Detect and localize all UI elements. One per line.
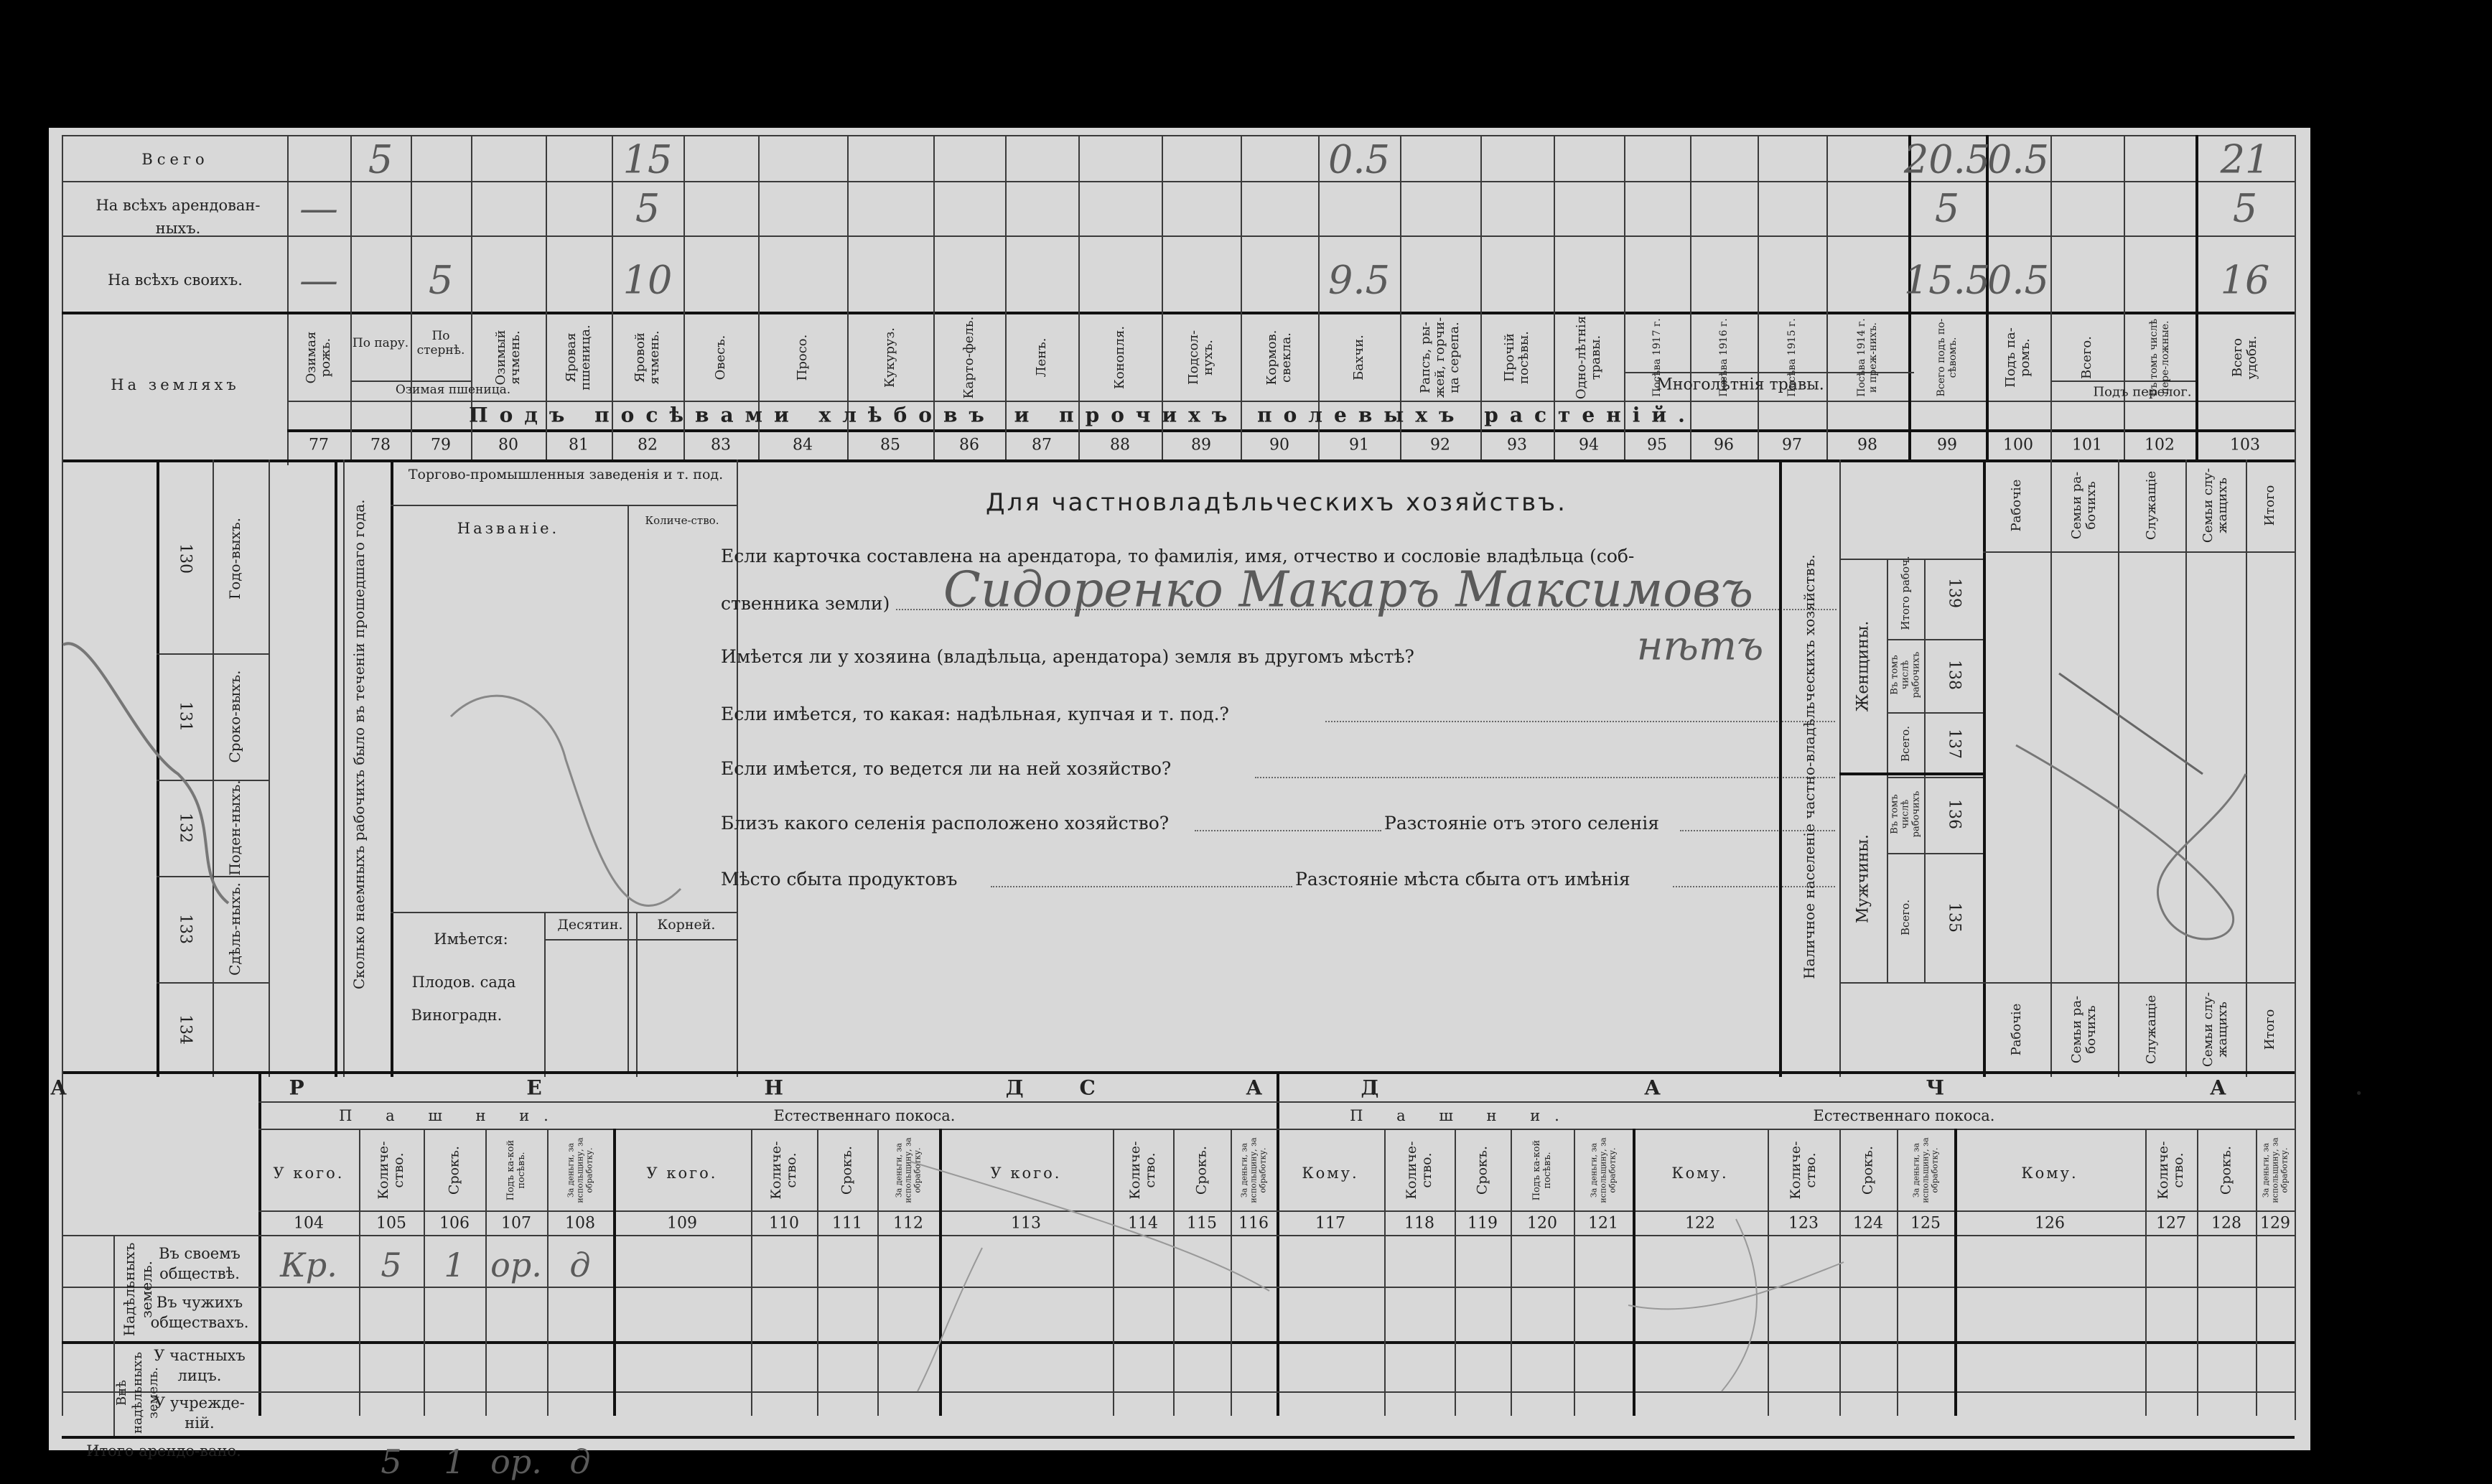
top-num-80: 80 xyxy=(498,436,518,454)
top-num-91: 91 xyxy=(1349,436,1369,454)
bnum-115: 115 xyxy=(1187,1214,1217,1233)
top-head-99: Всего подъ по-сѣвомъ. xyxy=(1936,318,1959,397)
banner-posevy: Подъ посѣвами хлѣбовъ и прочихъ полевыхъ растеній. xyxy=(469,403,1697,427)
right-head-bot-4: Итого xyxy=(2262,1009,2277,1050)
bhead-110: Количе-ство. xyxy=(768,1141,799,1200)
bnum-111: 111 xyxy=(832,1214,862,1233)
right-head-top-4: Итого xyxy=(2262,485,2277,526)
hw-b-tot_108: д xyxy=(569,1442,591,1481)
q6b: Разстояніе мѣста сбыта отъ имѣнія xyxy=(1295,869,1630,890)
bhead-114: Количе-ство. xyxy=(1127,1141,1158,1200)
top-num-90: 90 xyxy=(1269,436,1289,454)
orchard-sad: Плодов. сада xyxy=(411,974,516,991)
q4: Если имѣется, то ведется ли на ней хозяйство? xyxy=(721,758,1172,779)
row-label-svoi: На всѣхъ своихъ. xyxy=(108,271,243,289)
sdacha-title: С Д А Ч А. xyxy=(1079,1075,2492,1100)
top-head-96: Посѣва 1916 г. xyxy=(1718,318,1730,397)
head-godovykh: Годо-выхъ. xyxy=(226,518,243,599)
top-head-95: Посѣва 1917 г. xyxy=(1651,318,1663,397)
top-num-95: 95 xyxy=(1647,436,1667,454)
trade-name-head: Названіе. xyxy=(457,520,560,537)
bnum-127: 127 xyxy=(2156,1214,2186,1233)
bhead-129: За деньги, за испольщину, за обработку. xyxy=(2261,1137,2290,1203)
bnum-114: 114 xyxy=(1128,1214,1158,1233)
num-139: 139 xyxy=(1945,578,1964,608)
q1a: Если карточка составлена на арендатора, то фамилія, имя, отчество и сословіе владѣльца (соб- xyxy=(721,546,1635,566)
arenda-pashni: П а ш н и. xyxy=(339,1107,563,1124)
hw-b-own_108: д xyxy=(569,1246,591,1284)
census-card xyxy=(49,128,2492,1481)
row-institutions: У учрежде-ній. xyxy=(154,1394,245,1432)
bhead-113: У кого. xyxy=(990,1165,1062,1182)
top-head-94: Одно-лѣтнія травы. xyxy=(1574,315,1603,400)
q6: Мѣсто сбыта продуктовъ xyxy=(721,869,958,890)
top-head-83: Овесъ. xyxy=(713,335,728,381)
bnum-110: 110 xyxy=(769,1214,799,1233)
sdacha-pokos: Естественнаго покоса. xyxy=(1813,1107,1995,1124)
hw-vsego_82: 15 xyxy=(622,136,673,182)
bnum-113: 113 xyxy=(1011,1214,1041,1233)
row-own-society: Въ своемъ обществѣ. xyxy=(159,1245,241,1282)
hw-b-own_105: 5 xyxy=(381,1246,402,1284)
bhead-105: Количе-ство. xyxy=(375,1141,406,1200)
bnum-123: 123 xyxy=(1788,1214,1819,1233)
bnum-125: 125 xyxy=(1910,1214,1941,1233)
row-label-arend: На всѣхъ арендован-ныхъ. xyxy=(95,197,261,237)
bnum-105: 105 xyxy=(376,1214,406,1233)
itogo-rab-139: Итого рабоч. xyxy=(1899,556,1912,630)
women-label: Женщины. xyxy=(1854,620,1872,712)
hw-svoi_99: 15.5 xyxy=(1903,257,1991,303)
top-head-89: Подсол-нухъ. xyxy=(1186,330,1215,386)
bhead-116: За деньги, за испольщину, за обработку. xyxy=(1239,1137,1268,1203)
trade-qty-head: Количе-ство. xyxy=(645,514,719,527)
top-num-101: 101 xyxy=(2072,436,2102,454)
bhead-118: Количе-ство. xyxy=(1404,1141,1434,1200)
top-head-103: Всего удобн. xyxy=(2230,335,2259,380)
top-num-97: 97 xyxy=(1782,436,1802,454)
orchard-vin: Виноградн. xyxy=(411,1007,503,1024)
top-head-100: Подъ па-ромъ. xyxy=(2003,327,2033,388)
hw-svoi_100: 0.5 xyxy=(1987,257,2049,303)
top-num-81: 81 xyxy=(569,436,589,454)
hw-svoi_103: 16 xyxy=(2220,257,2270,303)
bnum-128: 128 xyxy=(2211,1214,2241,1233)
private-title: Для частновладѣльческихъ хозяйствъ. xyxy=(986,488,1567,517)
bnum-119: 119 xyxy=(1467,1214,1498,1233)
population-label: Наличное населеніе частно-владѣльческихъ хозяйствъ. xyxy=(1801,554,1818,979)
right-head-bot-0: Рабочіе xyxy=(2009,1003,2024,1056)
hw-svoi_79: 5 xyxy=(428,257,454,303)
hw-b-own_104: Кр. xyxy=(280,1246,337,1284)
top-num-102: 102 xyxy=(2145,436,2175,454)
top-head-90: Кормов. свекла. xyxy=(1264,330,1294,386)
top-head-102: Въ томъ числѣ пере-ложные. xyxy=(2148,319,2171,396)
top-num-83: 83 xyxy=(711,436,731,454)
num-134: 134 xyxy=(176,1014,195,1045)
top-num-94: 94 xyxy=(1579,436,1599,454)
orchard-kor-head: Корней. xyxy=(657,917,716,933)
q5b: Разстояніе отъ этого селенія xyxy=(1384,813,1660,834)
bhead-104: У кого. xyxy=(273,1165,345,1182)
bhead-115: Срокъ. xyxy=(1193,1145,1210,1195)
bhead-128: Срокъ. xyxy=(2218,1145,2234,1195)
hw-vsego_78: 5 xyxy=(368,136,393,182)
top-num-84: 84 xyxy=(793,436,813,454)
v-tom-138: Въ томъ числѣ рабочихъ xyxy=(1889,651,1922,699)
pencil-strokes xyxy=(49,128,2310,1450)
bnum-120: 120 xyxy=(1527,1214,1557,1233)
bnum-109: 109 xyxy=(667,1214,697,1233)
bhead-111: Срокъ. xyxy=(839,1145,855,1195)
hw-vsego_91: 0.5 xyxy=(1328,136,1390,182)
bhead-122: Кому. xyxy=(1671,1165,1729,1182)
nadel-label: Надѣльныхъ земель. xyxy=(121,1242,155,1337)
hw-vsego_103: 21 xyxy=(2220,136,2270,182)
top-head-87: Ленъ. xyxy=(1034,337,1049,378)
right-head-top-3: Семьи слу-жащихъ xyxy=(2201,467,2230,543)
group-perelog: Подъ перелог. xyxy=(2093,384,2192,400)
bhead-127: Количе-ство. xyxy=(2155,1141,2186,1200)
top-num-99: 99 xyxy=(1937,436,1957,454)
top-num-93: 93 xyxy=(1507,436,1527,454)
right-head-top-1: Семьи ра-бочихъ xyxy=(2069,471,2099,540)
top-head-84: Просо. xyxy=(795,334,810,381)
top-num-87: 87 xyxy=(1032,436,1052,454)
orchard-des-head: Десятин. xyxy=(557,917,623,933)
hw-svoi_82: 10 xyxy=(622,257,673,303)
bhead-120: Подъ ка-кой посѣвъ. xyxy=(1531,1139,1553,1201)
hw-b-own_107: ор. xyxy=(490,1246,542,1284)
right-head-top-0: Рабочіе xyxy=(2009,479,2024,532)
top-num-88: 88 xyxy=(1110,436,1130,454)
num-137: 137 xyxy=(1945,729,1964,759)
top-num-89: 89 xyxy=(1191,436,1211,454)
top-num-96: 96 xyxy=(1714,436,1734,454)
v-tom-136: Въ томъ числѣ рабочихъ xyxy=(1889,790,1922,838)
q2: Имѣется ли у хозяина (владѣльца, арендатора) земля въ другомъ мѣстѣ? xyxy=(721,646,1414,667)
hw-b-tot_106: 1 xyxy=(444,1442,465,1481)
bnum-104: 104 xyxy=(294,1214,324,1233)
top-head-80: Озимый ячмень. xyxy=(493,330,523,386)
bnum-124: 124 xyxy=(1853,1214,1883,1233)
bnum-108: 108 xyxy=(565,1214,595,1233)
bhead-124: Срокъ. xyxy=(1859,1145,1876,1195)
hw-b-tot_105: 5 xyxy=(381,1442,402,1481)
num-132: 132 xyxy=(176,813,195,843)
bnum-126: 126 xyxy=(2035,1214,2065,1233)
bnum-112: 112 xyxy=(893,1214,923,1233)
row-private: У частныхъ лицъ. xyxy=(154,1347,246,1384)
bnum-118: 118 xyxy=(1404,1214,1434,1233)
bnum-121: 121 xyxy=(1588,1214,1618,1233)
right-head-bot-3: Семьи слу-жащихъ xyxy=(2201,991,2230,1068)
bhead-112: За деньги, за испольщину, за обработку. xyxy=(894,1137,923,1203)
arenda-title: А Р Е Н Д А. xyxy=(50,1075,1485,1100)
bhead-125: За деньги, за испольщину, за обработку. xyxy=(1911,1137,1940,1203)
bnum-122: 122 xyxy=(1685,1214,1715,1233)
right-head-bot-2: Служащіе xyxy=(2144,994,2159,1065)
top-head-98: Посѣва 1914 г. и преж-нихъ. xyxy=(1856,318,1879,397)
orchard-has: Имѣется: xyxy=(434,930,508,948)
num-135: 135 xyxy=(1945,902,1964,933)
top-num-85: 85 xyxy=(880,436,900,454)
vsego-135: Всего. xyxy=(1899,900,1912,935)
top-head-77: Озимая рожь. xyxy=(304,331,333,384)
top-num-86: 86 xyxy=(959,436,979,454)
top-head-92: Рапсъ, ры-жей, горчи-ца серепа. xyxy=(1418,317,1462,398)
top-head-97: Посѣва 1915 г. xyxy=(1786,318,1798,397)
num-133: 133 xyxy=(176,914,195,944)
row-label-vsego: Всего xyxy=(141,151,209,168)
bhead-107: Подъ ка-кой посѣвъ. xyxy=(505,1139,527,1201)
bnum-106: 106 xyxy=(439,1214,470,1233)
group-ozimaya: Озимая пшеница. xyxy=(395,383,511,397)
sdacha-pashni: П а ш н и. xyxy=(1350,1107,1574,1124)
row-other-society: Въ чужихъ обществахъ. xyxy=(150,1294,249,1331)
top-head-91: Бахчи. xyxy=(1351,335,1366,381)
hired-workers-label: Сколько наемныхъ рабочихъ было въ теченіи прошедшаго года. xyxy=(350,499,368,989)
top-head-82: Яровой ячмень. xyxy=(633,330,662,385)
vsego-137: Всего. xyxy=(1899,726,1912,762)
hw-arend_77: — xyxy=(299,185,338,231)
bnum-116: 116 xyxy=(1238,1214,1269,1233)
hw-arend_99: 5 xyxy=(1934,185,1960,231)
top-head-78: По пару. xyxy=(352,336,409,350)
top-head-79: По стернѣ. xyxy=(416,329,465,358)
top-num-92: 92 xyxy=(1430,436,1450,454)
top-head-81: Яровая пшеница. xyxy=(564,325,593,391)
head-srokovykh: Сроко-выхъ. xyxy=(226,670,243,763)
top-num-103: 103 xyxy=(2230,436,2260,454)
head-sdelnykh: Сдѣль-ныхъ. xyxy=(226,882,243,976)
q5: Близъ какого селенія расположено хозяйство? xyxy=(721,813,1170,834)
trade-title: Торгово-промышленныя заведенія и т. под. xyxy=(408,467,724,482)
top-head-88: Конопля. xyxy=(1112,325,1127,390)
bhead-109: У кого. xyxy=(646,1165,718,1182)
hw-vsego_99: 20.5 xyxy=(1903,136,1991,182)
bhead-123: Количе-ство. xyxy=(1788,1141,1819,1200)
num-138: 138 xyxy=(1945,660,1964,690)
top-num-78: 78 xyxy=(370,436,391,454)
right-head-bot-1: Семьи ра-бочихъ xyxy=(2069,995,2099,1064)
bnum-107: 107 xyxy=(501,1214,531,1233)
top-num-98: 98 xyxy=(1857,436,1877,454)
top-head-93: Прочій посѣвы. xyxy=(1502,331,1531,384)
num-136: 136 xyxy=(1945,799,1964,829)
top-head-101: Всего. xyxy=(2079,336,2094,379)
head-podennykh: Поден-ныхъ. xyxy=(226,780,243,876)
answer-owner-name: Сидоренко Макаръ Максимовъ xyxy=(943,561,1754,619)
num-130: 130 xyxy=(176,543,195,574)
bhead-106: Срокъ. xyxy=(446,1145,462,1195)
hw-svoi_91: 9.5 xyxy=(1328,257,1390,303)
answer-other-land: нѣтъ xyxy=(1636,622,1764,670)
bhead-119: Срокъ. xyxy=(1474,1145,1490,1195)
q3: Если имѣется, то какая: надѣльная, купчая и т. под.? xyxy=(721,704,1229,724)
top-num-100: 100 xyxy=(2003,436,2033,454)
hw-b-own_106: 1 xyxy=(444,1246,465,1284)
right-head-top-2: Служащіе xyxy=(2144,470,2159,541)
hw-arend_103: 5 xyxy=(2232,185,2258,231)
group-mnogolet: Многолѣтнія травы. xyxy=(1656,375,1824,394)
bhead-126: Кому. xyxy=(2021,1165,2078,1182)
section-label-na-zemlyah: На земляхъ xyxy=(111,376,240,393)
bnum-117: 117 xyxy=(1315,1214,1345,1233)
bhead-108: За деньги, за испольщину, за обработку. xyxy=(566,1137,594,1203)
row-total-rented: Итого арендо-вано. xyxy=(86,1442,241,1460)
arenda-pokos: Естественнаго покоса. xyxy=(773,1107,956,1124)
hw-arend_82: 5 xyxy=(635,185,661,231)
bhead-117: Кому. xyxy=(1302,1165,1359,1182)
top-num-79: 79 xyxy=(431,436,451,454)
hw-b-tot_107: ор. xyxy=(490,1442,542,1481)
hw-svoi_77: — xyxy=(299,257,338,303)
q1b: ственника земли) xyxy=(721,593,890,614)
top-num-77: 77 xyxy=(309,436,329,454)
top-head-86: Карто-фель. xyxy=(961,316,976,399)
bnum-129: 129 xyxy=(2260,1214,2290,1233)
men-label: Мужчины. xyxy=(1854,834,1872,924)
top-num-82: 82 xyxy=(638,436,658,454)
num-131: 131 xyxy=(176,701,195,732)
bhead-121: За деньги, за испольщину, за обработку. xyxy=(1589,1137,1618,1203)
top-head-85: Кукуруз. xyxy=(882,327,897,388)
hw-vsego_100: 0.5 xyxy=(1987,136,2049,182)
vne-nadel-label: Внѣ надѣльныхъ земель. xyxy=(114,1352,161,1434)
